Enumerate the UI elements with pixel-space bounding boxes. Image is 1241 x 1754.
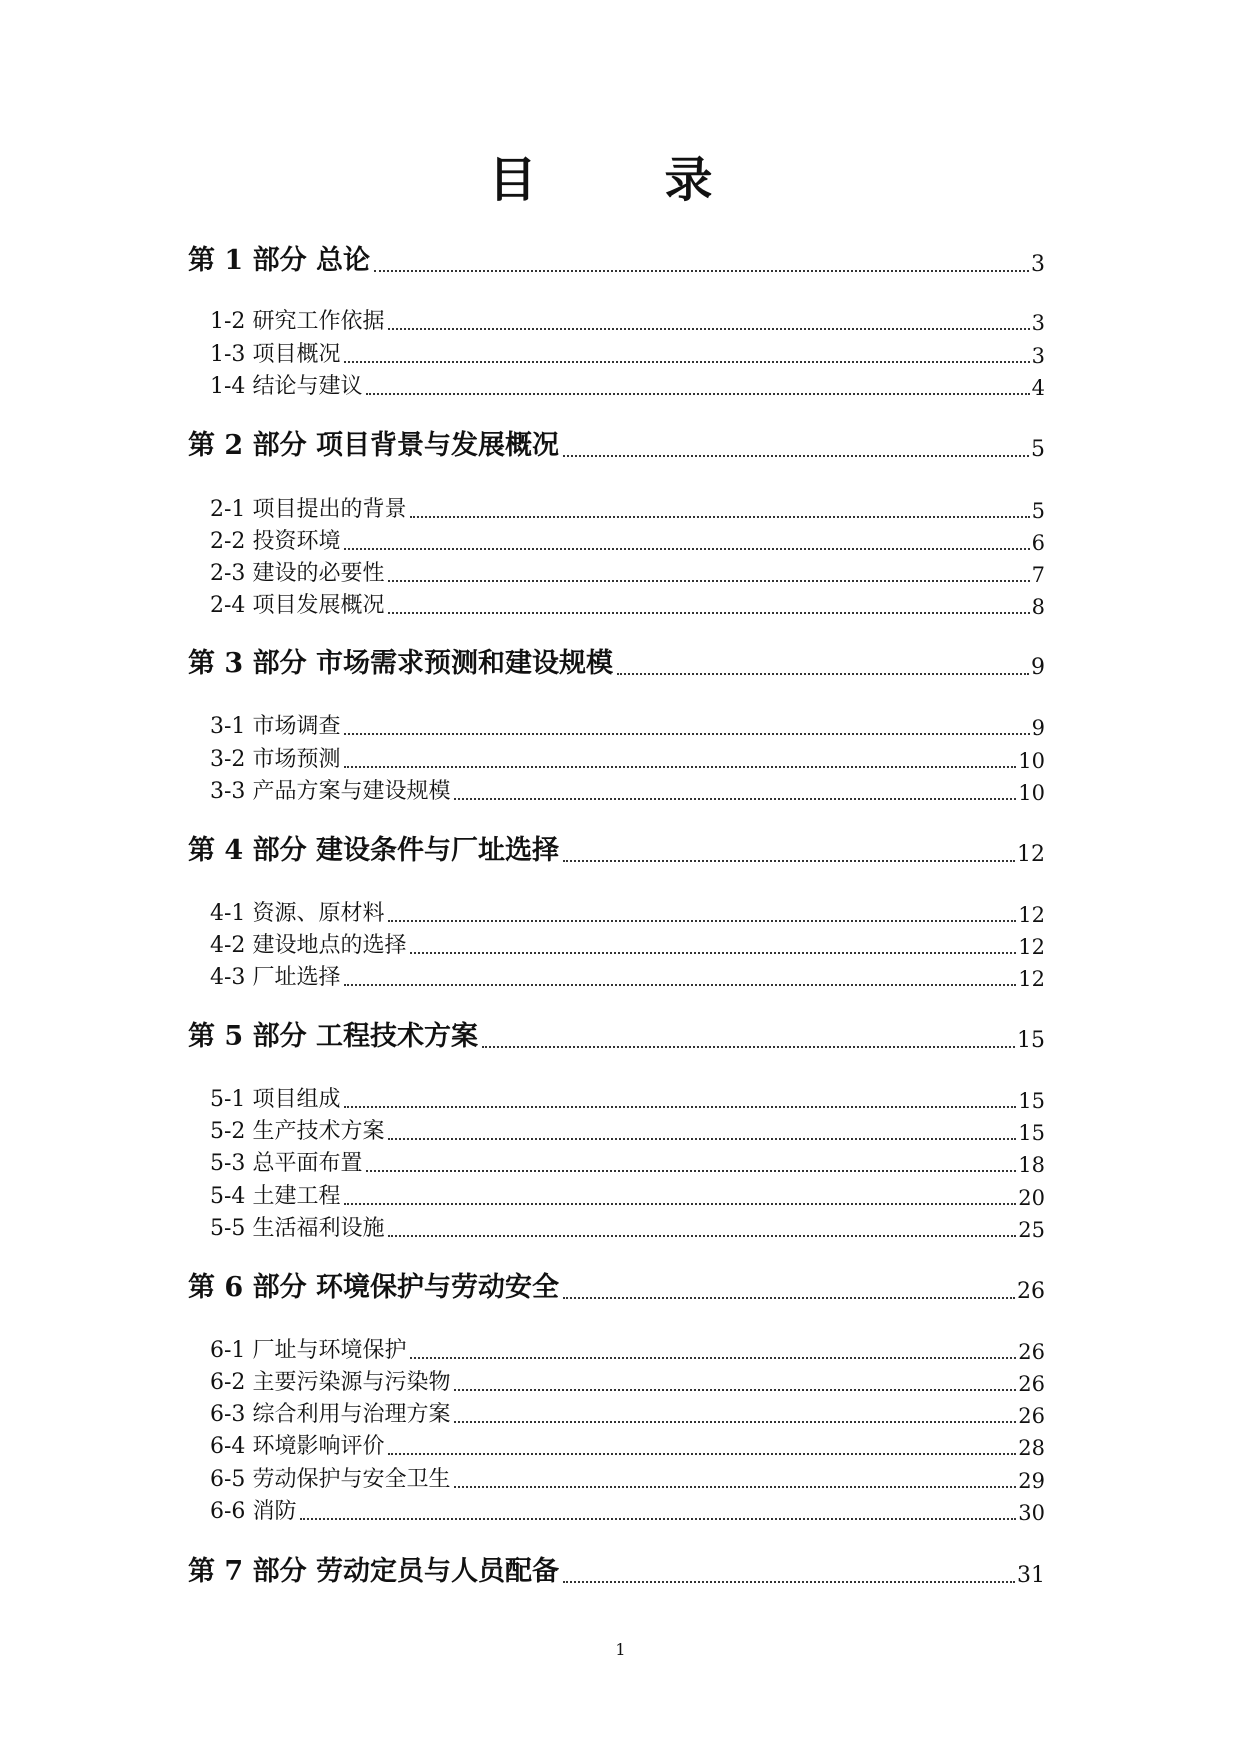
toc-section-number: 3-1	[210, 714, 246, 739]
dot-leader	[454, 1388, 1016, 1391]
toc-part-title: 总论	[316, 245, 370, 276]
dot-leader	[454, 1420, 1016, 1423]
toc-section-4-1[interactable]	[210, 895, 1045, 927]
toc-section-number: 4-3	[210, 965, 246, 990]
toc-section-title: 综合利用与治理方案	[252, 1402, 451, 1427]
toc-section-title: 产品方案与建设规模	[252, 779, 451, 804]
toc-section-title: 投资环境	[252, 529, 341, 554]
toc-section-title: 结论与建议	[252, 374, 363, 399]
toc-page-number: 26	[1018, 1372, 1045, 1396]
dot-leader	[344, 1202, 1016, 1205]
toc-section-number: 6-5	[210, 1467, 246, 1492]
toc-page-number: 3	[1031, 252, 1045, 277]
toc-section-3-3[interactable]	[210, 773, 1045, 805]
page-number-footer: 1	[615, 1640, 626, 1659]
dot-leader	[563, 1296, 1015, 1299]
toc-section-2-1[interactable]	[210, 491, 1045, 523]
toc-section-6-1[interactable]	[210, 1332, 1045, 1364]
toc-section-number: 2-2	[210, 529, 246, 554]
toc-page-number: 29	[1018, 1469, 1045, 1493]
dot-leader	[454, 1485, 1016, 1488]
toc-section-3-2[interactable]	[210, 741, 1045, 773]
toc-section-number: 6-3	[210, 1402, 246, 1427]
toc-section-title: 项目提出的背景	[252, 497, 407, 522]
toc-part-7[interactable]	[188, 1556, 1045, 1588]
toc-part-title: 建设条件与厂址选择	[316, 835, 559, 866]
toc-section-title: 生活福利设施	[252, 1216, 385, 1241]
toc-section-number: 6-4	[210, 1434, 246, 1459]
toc-section-number: 6-2	[210, 1370, 246, 1395]
toc-section-1-4[interactable]	[210, 368, 1045, 400]
toc-section-number: 5-2	[210, 1119, 246, 1144]
toc-section-5-1[interactable]	[210, 1081, 1045, 1113]
dot-leader	[410, 951, 1016, 954]
toc-section-4-2[interactable]	[210, 927, 1045, 959]
toc-section-title: 劳动保护与安全卫生	[252, 1467, 451, 1492]
toc-page-number: 4	[1031, 376, 1045, 400]
toc-section-number: 1-4	[210, 374, 246, 399]
toc-section-number: 4-2	[210, 933, 246, 958]
toc-section-title: 厂址与环境保护	[252, 1338, 407, 1363]
dot-leader	[344, 732, 1029, 735]
toc-page-number: 26	[1018, 1404, 1045, 1428]
dot-leader	[374, 269, 1029, 272]
dot-leader	[388, 327, 1029, 330]
toc-section-number: 3-3	[210, 779, 246, 804]
toc-part-title: 市场需求预测和建设规模	[316, 648, 613, 679]
dot-leader	[388, 1452, 1016, 1455]
toc-section-title: 消防	[252, 1499, 297, 1524]
toc-section-6-6[interactable]	[210, 1493, 1045, 1525]
toc-section-title: 市场调查	[252, 714, 341, 739]
toc-section-5-2[interactable]	[210, 1113, 1045, 1145]
dot-leader	[454, 797, 1016, 800]
dot-leader	[563, 454, 1029, 457]
toc-section-number: 6-1	[210, 1338, 246, 1363]
toc-page-number: 7	[1031, 563, 1045, 587]
toc-section-5-5[interactable]	[210, 1210, 1045, 1242]
toc-section-1-3[interactable]	[210, 336, 1045, 368]
toc-page-number: 3	[1031, 311, 1045, 335]
dot-leader	[344, 765, 1016, 768]
toc-section-title: 土建工程	[252, 1184, 341, 1209]
toc-section-6-4[interactable]	[210, 1428, 1045, 1460]
toc-page-number: 5	[1031, 437, 1045, 462]
toc-part-title: 环境保护与劳动安全	[316, 1272, 559, 1303]
toc-page-number: 26	[1018, 1340, 1045, 1364]
toc-part-2[interactable]	[188, 430, 1045, 462]
toc-part-number: 第 4 部分	[188, 835, 307, 866]
toc-page-number: 31	[1017, 1563, 1045, 1588]
dot-leader	[366, 1169, 1016, 1172]
dot-leader	[388, 579, 1029, 582]
toc-section-title: 研究工作依据	[252, 309, 385, 334]
toc-section-4-3[interactable]	[210, 959, 1045, 991]
toc-page-number: 9	[1031, 716, 1045, 740]
dot-leader	[344, 983, 1016, 986]
toc-section-title: 建设地点的选择	[252, 933, 407, 958]
dot-leader	[388, 611, 1029, 614]
toc-section-title: 环境影响评价	[252, 1434, 385, 1459]
toc-section-number: 2-4	[210, 593, 246, 618]
toc-part-number: 第 5 部分	[188, 1021, 307, 1052]
toc-part-6[interactable]	[188, 1272, 1045, 1304]
toc-section-number: 5-1	[210, 1087, 246, 1112]
dot-leader	[563, 859, 1015, 862]
toc-page-number: 3	[1031, 344, 1045, 368]
toc-page-number: 20	[1018, 1186, 1045, 1210]
dot-leader	[300, 1517, 1016, 1520]
toc-section-number: 6-6	[210, 1499, 246, 1524]
page-title: 目 录	[488, 152, 753, 208]
toc-page-number: 10	[1018, 749, 1045, 773]
toc-section-6-2[interactable]	[210, 1364, 1045, 1396]
toc-section-number: 1-2	[210, 309, 246, 334]
toc-part-1[interactable]	[188, 245, 1045, 277]
toc-section-title: 市场预测	[252, 747, 341, 772]
toc-page-number: 30	[1018, 1501, 1045, 1525]
dot-leader	[388, 1234, 1016, 1237]
toc-page-number: 26	[1017, 1279, 1045, 1304]
toc-part-number: 第 3 部分	[188, 648, 307, 679]
toc-section-number: 1-3	[210, 342, 246, 367]
toc-page-number: 12	[1018, 903, 1045, 927]
toc-section-5-3[interactable]	[210, 1145, 1045, 1177]
toc-section-number: 5-3	[210, 1151, 246, 1176]
dot-leader	[482, 1045, 1015, 1048]
toc-section-1-2[interactable]	[210, 303, 1045, 335]
dot-leader	[344, 547, 1029, 550]
dot-leader	[388, 919, 1016, 922]
toc-page-number: 15	[1018, 1121, 1045, 1145]
toc-section-number: 2-1	[210, 497, 246, 522]
toc-section-number: 5-4	[210, 1184, 246, 1209]
toc-section-title: 项目概况	[252, 342, 341, 367]
toc-section-title: 项目发展概况	[252, 593, 385, 618]
toc-page-number: 18	[1018, 1153, 1045, 1177]
toc-section-title: 生产技术方案	[252, 1119, 385, 1144]
toc-part-title: 工程技术方案	[316, 1021, 478, 1052]
toc-page-number: 9	[1031, 655, 1045, 680]
toc-section-title: 厂址选择	[252, 965, 341, 990]
toc-part-title: 劳动定员与人员配备	[316, 1556, 559, 1587]
dot-leader	[617, 672, 1029, 675]
toc-section-2-3[interactable]	[210, 555, 1045, 587]
dot-leader	[410, 1356, 1016, 1359]
toc-section-title: 总平面布置	[252, 1151, 363, 1176]
toc-section-2-2[interactable]	[210, 523, 1045, 555]
toc-section-2-4[interactable]	[210, 587, 1045, 619]
toc-page-number: 12	[1018, 935, 1045, 959]
toc-page-number: 6	[1031, 531, 1045, 555]
toc-section-title: 建设的必要性	[252, 561, 385, 586]
toc-section-number: 4-1	[210, 901, 246, 926]
toc-section-title: 项目组成	[252, 1087, 341, 1112]
toc-page-number: 10	[1018, 781, 1045, 805]
toc-page-number: 8	[1031, 595, 1045, 619]
toc-page-number: 5	[1031, 499, 1045, 523]
toc-part-title: 项目背景与发展概况	[316, 430, 559, 461]
toc-page-number: 12	[1018, 967, 1045, 991]
toc-page-number: 12	[1017, 842, 1045, 867]
dot-leader	[410, 515, 1029, 518]
toc-part-number: 第 1 部分	[188, 245, 307, 276]
toc-section-number: 2-3	[210, 561, 246, 586]
toc-section-title: 主要污染源与污染物	[252, 1370, 451, 1395]
toc-part-number: 第 2 部分	[188, 430, 307, 461]
toc-section-title: 资源、原材料	[252, 901, 385, 926]
toc-section-number: 5-5	[210, 1216, 246, 1241]
toc-section-6-5[interactable]	[210, 1461, 1045, 1493]
toc-page-number: 25	[1018, 1218, 1045, 1242]
dot-leader	[344, 360, 1029, 363]
toc-part-5[interactable]	[188, 1021, 1045, 1053]
dot-leader	[388, 1137, 1016, 1140]
toc-part-4[interactable]	[188, 835, 1045, 867]
dot-leader	[366, 392, 1029, 395]
toc-page-number: 15	[1018, 1089, 1045, 1113]
toc-part-number: 第 6 部分	[188, 1272, 307, 1303]
toc-section-6-3[interactable]	[210, 1396, 1045, 1428]
toc-page-number: 28	[1018, 1436, 1045, 1460]
toc-part-number: 第 7 部分	[188, 1556, 307, 1587]
toc-section-3-1[interactable]	[210, 708, 1045, 740]
toc-section-number: 3-2	[210, 747, 246, 772]
dot-leader	[344, 1105, 1016, 1108]
toc-page-number: 15	[1017, 1028, 1045, 1053]
toc-part-3[interactable]	[188, 648, 1045, 680]
toc-section-5-4[interactable]	[210, 1178, 1045, 1210]
dot-leader	[563, 1580, 1015, 1583]
